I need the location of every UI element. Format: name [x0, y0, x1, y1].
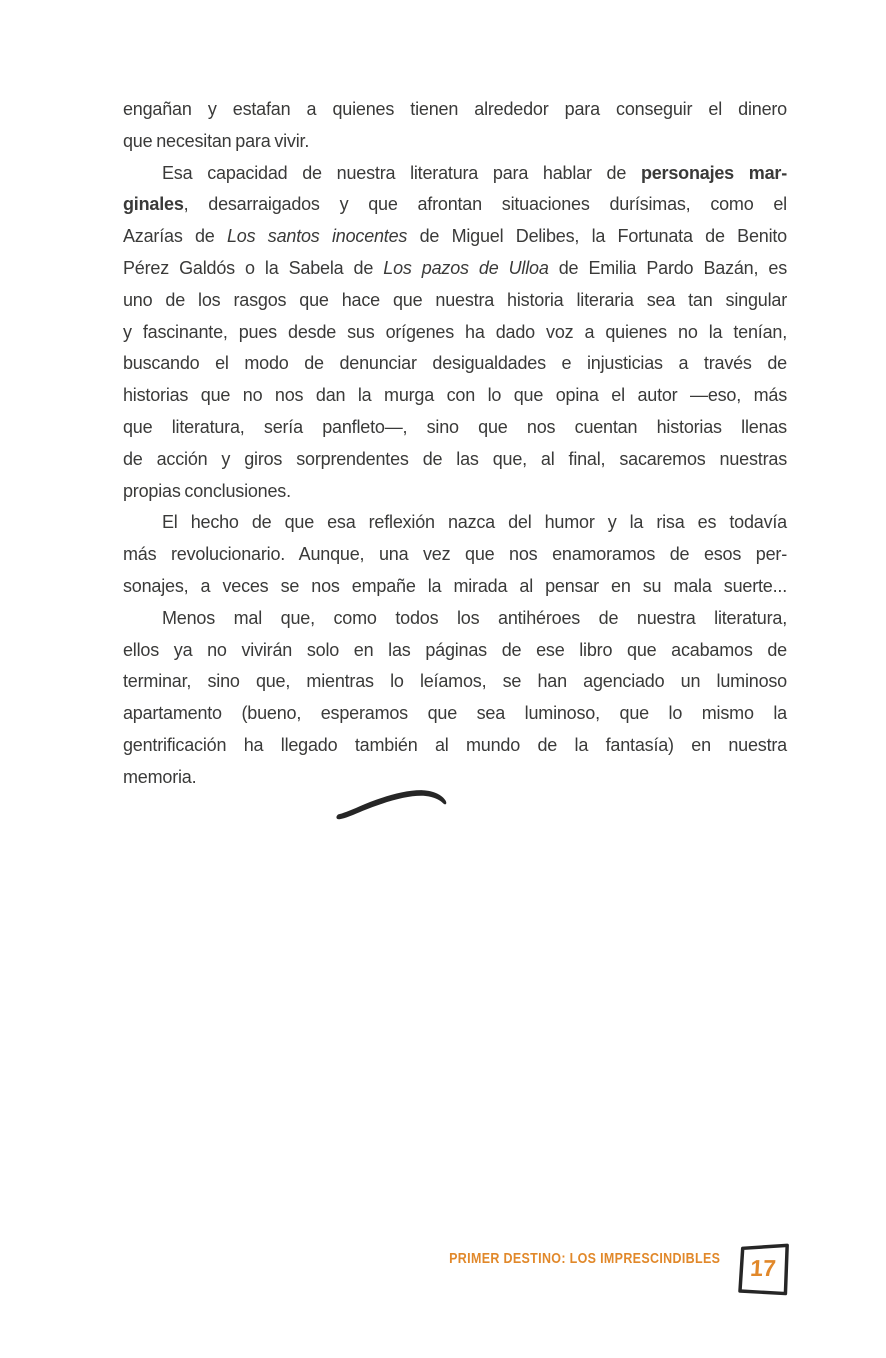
text-segment: historias que no nos dan la murga con lo que opina el autor —eso, más [123, 385, 787, 406]
text-line [123, 635, 787, 667]
text-line [123, 126, 787, 158]
swoosh-ornament-icon [333, 786, 451, 822]
text-line [123, 253, 787, 285]
text-segment: y fascinante, pues desde sus orígenes ha dado voz a quienes no la tenían, [123, 321, 787, 342]
text-line [123, 507, 787, 539]
text-segment: buscando el modo de denunciar desigualdades e injusticias a través de [123, 353, 787, 374]
text-segment: de acción y giros sorprendentes de las que, al final, sacaremos nuestras [123, 448, 787, 469]
text-segment: más revolucionario. Aunque, una vez que nos enamoramos de esos per- [123, 544, 787, 565]
text-line [123, 285, 787, 317]
text-segment: propias conclusiones. [123, 480, 291, 501]
text-segment: , desarraigados y que afrontan situaciones durísimas, como el [183, 194, 787, 215]
text-segment: Los pazos de Ulloa [383, 257, 549, 278]
text-segment: Pérez Galdós o la Sabela de [123, 257, 384, 278]
text-segment: ellos ya no vivirán solo en las páginas de ese libro que acabamos de [123, 639, 787, 660]
text-segment: uno de los rasgos que hace que nuestra historia literaria sea tan singular [123, 289, 787, 310]
text-line [123, 444, 787, 476]
text-line [123, 730, 787, 762]
body-text [123, 94, 787, 794]
text-line [123, 348, 787, 380]
text-line [123, 189, 787, 221]
text-line [123, 380, 787, 412]
text-segment: Los santos inocentes [226, 226, 408, 247]
text-segment: ginales [123, 194, 184, 215]
text-segment: engañan y estafan a quienes tienen alrededor para conseguir el dinero [123, 99, 787, 119]
text-line [123, 603, 787, 635]
page-number: 17 [749, 1254, 777, 1281]
text-segment: sonajes, a veces se nos empañe la mirada al pensar en su mala suerte... [123, 575, 787, 596]
text-line [123, 158, 787, 190]
text-segment: apartamento (bueno, esperamos que sea luminoso, que lo mismo la [123, 703, 787, 724]
text-segment: de Miguel Delibes, la Fortunata de Benito [407, 226, 787, 247]
text-segment: terminar, sino que, mientras lo leíamos, se han agenciado un luminoso [123, 671, 787, 692]
text-segment: Menos mal que, como todos los antihéroes de nuestra literatura, [162, 607, 787, 628]
page-number-box [734, 1240, 792, 1298]
text-segment: gentrificación ha llegado también al mundo de la fantasía) en nuestra [123, 734, 787, 755]
text-segment: memoria. [123, 766, 197, 787]
text-line [123, 698, 787, 730]
text-segment: El hecho de que esa reflexión nazca del humor y la risa es todavía [162, 512, 787, 533]
text-line [123, 412, 787, 444]
text-line [123, 539, 787, 571]
page-footer [405, 1240, 792, 1298]
text-segment: de Emilia Pardo Bazán, es [548, 257, 787, 278]
text-line [123, 476, 787, 508]
text-segment: que literatura, sería panfleto—, sino que nos cuentan historias llenas [123, 416, 787, 437]
text-line [123, 221, 787, 253]
text-segment: que necesitan para vivir. [123, 130, 310, 151]
text-line [123, 94, 787, 126]
text-line [123, 762, 787, 794]
text-segment: Esa capacidad de nuestra literatura para hablar de [162, 162, 641, 183]
text-line [123, 666, 787, 698]
text-line [123, 317, 787, 349]
running-title: PRIMER DESTINO: LOS IMPRESCINDIBLES [448, 1251, 720, 1267]
text-segment: personajes mar- [640, 162, 787, 183]
text-segment: Azarías de [123, 226, 227, 247]
text-line [123, 571, 787, 603]
